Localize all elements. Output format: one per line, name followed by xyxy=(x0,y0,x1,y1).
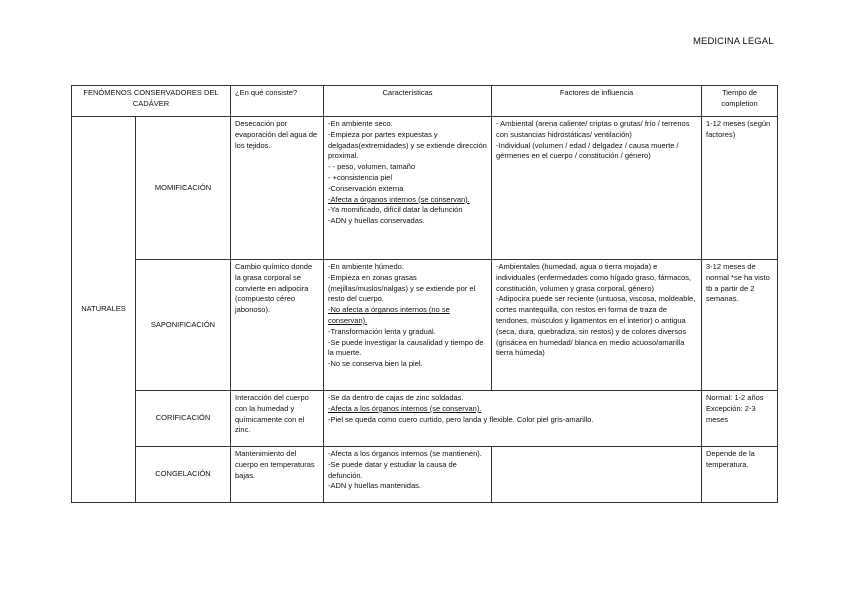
tiempo-cell: Normal: 1-2 años Excepción: 2-3 meses xyxy=(702,391,778,447)
table-header-row xyxy=(72,86,778,117)
list-item: -Adipocira puede ser reciente (untuosa, viscosa, moldeable, cortes mantequilla, con restos en forma de traza de tendones, músculos y ligamentos en el interior) o antigua (seca, dura, quebradiza, sin restos) y de colores diversos (grisácea en humedad/ blanca en medio acuoso/amarilla tierra húmeda) xyxy=(496,294,696,358)
list-item: - Ambiental (arena caliente/ criptas o grutas/ frío / terrenos con sustancias hidrostáticas/ ventilación) xyxy=(496,119,690,139)
list-item: -Transformación lenta y gradual. xyxy=(328,326,436,336)
list-item: -Conservación externa xyxy=(328,183,404,193)
phenomenon-name: CONGELACIÓN xyxy=(136,447,231,503)
header-cell-phenomena: FENÓMENOS CONSERVADORES DEL CADÁVER xyxy=(72,86,231,117)
document-header: MEDICINA LEGAL xyxy=(693,36,774,47)
consiste-cell: Interacción del cuerpo con la humedad y químicamente con el zinc. xyxy=(231,391,324,447)
header-cell-tiempo: Tiempo de completion xyxy=(702,86,778,117)
tiempo-cell: 3-12 meses de normal *se ha visto tb a partir de 2 semanas. xyxy=(702,260,778,391)
list-item: -Se puede datar y estudiar la causa de defunción. xyxy=(328,459,457,480)
phenomenon-name: SAPONIFICACIÓN xyxy=(136,260,231,391)
list-item: -ADN y huellas conservadas. xyxy=(328,216,425,226)
category-cell: NATURALES xyxy=(72,117,136,503)
caracteristicas-cell xyxy=(324,117,492,260)
list-item: -Empieza en zonas grasas (mejillas/muslos/nalgas) y se extiende por el resto del cuerpo. xyxy=(328,272,476,304)
table-row xyxy=(72,391,778,447)
table-row xyxy=(72,260,778,391)
list-item: -Afecta a los órganos internos (se mantienen). xyxy=(328,449,482,458)
list-item: -ADN y huellas mantenidas. xyxy=(328,481,421,491)
list-item: - +consistencia piel xyxy=(328,172,393,182)
caracteristicas-cell xyxy=(324,260,492,391)
tiempo-cell: 1-12 meses (según factores) xyxy=(702,117,778,260)
list-item: -Se da dentro de cajas de zinc soldadas. xyxy=(328,393,464,402)
caracteristicas-cell xyxy=(324,391,702,447)
table-row xyxy=(72,117,778,260)
list-item: -Ya momificado, difícil datar la defunción xyxy=(328,205,463,215)
list-item: - - peso, volumen, tamaño xyxy=(328,162,416,172)
header-cell-consiste: ¿En qué consiste? xyxy=(231,86,324,117)
list-item: -En ambiente seco. xyxy=(328,119,393,128)
list-item: -Ambientales (humedad, agua o tierra mojada) e individuales (enfermedades como hígado graso, fármacos, constitución, volumen y grasa corporal, género) xyxy=(496,262,692,293)
list-item: -Se puede investigar la causalidad y tiempo de la muerte. xyxy=(328,337,484,358)
list-item: -No se conserva bien la piel. xyxy=(328,359,423,369)
list-item: -Piel se queda como cuero curtido, pero landa y flexible. Color piel gris-amarillo. xyxy=(328,414,594,424)
phenomenon-name: MOMIFICACIÓN xyxy=(136,117,231,260)
list-item: -En ambiente húmedo. xyxy=(328,262,404,271)
consiste-cell: Mantenimiento del cuerpo en temperaturas bajas. xyxy=(231,447,324,503)
table-row xyxy=(72,447,778,503)
list-item: -No afecta a órganos internos (no se conservan). xyxy=(328,305,450,325)
tiempo-cell: Depende de la temperatura. xyxy=(702,447,778,503)
factores-cell xyxy=(492,447,702,503)
header-cell-factores: Factores de influencia xyxy=(492,86,702,117)
list-item: -Individual (volumen / edad / delgadez / causa muerte / gérmenes en el cuerpo / constitución / género) xyxy=(496,140,679,161)
header-cell-caracteristicas: Características xyxy=(324,86,492,117)
consiste-cell: Desecación por evaporación del agua de los tejidos. xyxy=(231,117,324,260)
consiste-cell: Cambio químico donde la grasa corporal se convierte en adipocira (compuesto céreo jabonoso). xyxy=(231,260,324,391)
caracteristicas-cell xyxy=(324,447,492,503)
phenomenon-name: CORIFICACIÓN xyxy=(136,391,231,447)
list-item: -Afecta a órganos internos (se conservan). xyxy=(328,194,470,204)
list-item: -Afecta a los órganos internos (se conservan). xyxy=(328,403,482,413)
list-item: -Empieza por partes expuestas y delgadas(extremidades) y se extiende dirección proximal. xyxy=(328,129,487,161)
factores-cell xyxy=(492,117,702,260)
factores-cell xyxy=(492,260,702,391)
conservation-phenomena-table xyxy=(71,85,778,503)
